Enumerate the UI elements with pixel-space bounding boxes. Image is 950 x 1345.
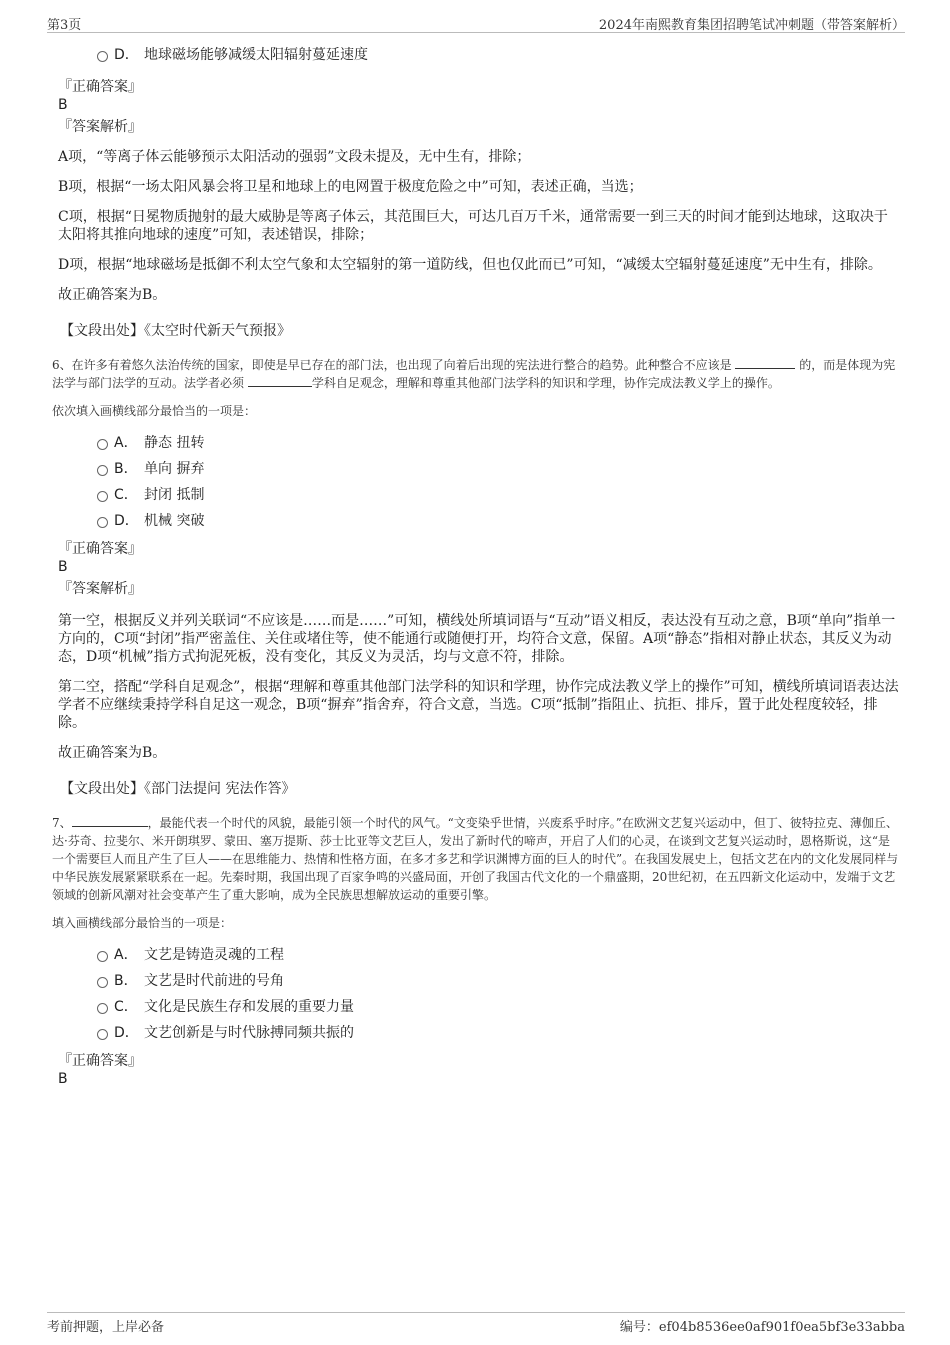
q6-stem: 6、在许多有着悠久法治传统的国家，即使是早已存在的部门法，也出现了向着后出现的宪法进行整合的趋势。此种整合不应该是 的，而是体现为宪法学与部门法学的互动。法学者必须 学科自足观念，理解和尊重其他部门法学科的知识和学理，协作完成法教义学上的操作。 <box>52 358 896 390</box>
q5-source: 【文段出处】《太空时代新天气预报》 <box>60 323 291 339</box>
q6-analysis-1: 第一空，根据反义并列关联词“不应该是……而是……”可知，横线处所填词语与“互动”语义相反，表达没有互动之意，B项“单向”指单一方向的，C项“封闭”指严密盖住、关住或堵住等，使不能通行或随便打开，均符合文意，保留。A项“静态”指相对静止状态，其反义为动态，D项“机械”指方式拘泥死板，没有变化，其反义为灵活，均与文意不符，排除。 <box>58 613 896 665</box>
q5-conclusion: 故正确答案为B。 <box>58 287 167 303</box>
q7-prompt: 填入画横线部分最恰当的一项是： <box>52 916 233 930</box>
answer-label: 『正确答案』 <box>58 1053 142 1069</box>
radio-icon[interactable] <box>97 517 108 528</box>
q6-analysis-2: 第二空，搭配“学科自足观念”，根据“理解和尊重其他部门法学科的知识和学理，协作完成法教义学上的操作”可知，横线所填词语表达法学者不应继续秉持学科自足这一观念，B项“摒弃”指舍弃，符合文意，当选。C项“抵制”指阻止、抗拒、排斥，置于此处程度较轻，排除。 <box>58 679 899 731</box>
q7-option-b[interactable]: B． 文艺是时代前进的号角 <box>56 972 900 998</box>
radio-icon[interactable] <box>97 977 108 988</box>
q7-option-c[interactable]: C． 文化是民族生存和发展的重要力量 <box>56 998 900 1024</box>
q6-option-b[interactable]: B． 单向 摒弃 <box>56 460 900 486</box>
q5-analysis-a: A项，“等离子体云能够预示太阳活动的强弱”文段未提及，无中生有，排除； <box>58 149 531 165</box>
q7-options <box>56 946 900 1050</box>
q6-conclusion: 故正确答案为B。 <box>58 745 167 761</box>
q5-analysis-c: C项，根据“日冕物质抛射的最大威胁是等离子体云，其范围巨大，可达几百万千米，通常需要一到三天的时间才能到达地球，这取决于太阳将其推向地球的速度”可知，表述错误，排除； <box>58 209 888 243</box>
q6-blank-2 <box>248 374 312 387</box>
radio-icon[interactable] <box>97 1003 108 1014</box>
q5-analysis-d: D项，根据“地球磁场是抵御不利太空气象和太空辐射的第一道防线，但也仅此而已”可知，“减缓太空辐射蔓延速度”无中生有，排除。 <box>58 257 882 273</box>
q5-analysis-b: B项，根据“一场太阳风暴会将卫星和地球上的电网置于极度危险之中”可知，表述正确，当选； <box>58 179 643 195</box>
analysis-label: 『答案解析』 <box>58 119 142 135</box>
q7-blank <box>72 814 148 827</box>
q6-option-a[interactable]: A． 静态 扭转 <box>56 434 900 460</box>
radio-icon[interactable] <box>97 439 108 450</box>
page-content <box>52 44 900 1092</box>
q6-answer: B <box>58 559 68 575</box>
document-code: 编号：ef04b8536ee0af901f0ea5bf3e33abba <box>619 1320 905 1335</box>
page-footer <box>47 1312 905 1337</box>
analysis-label: 『答案解析』 <box>58 581 142 597</box>
answer-label: 『正确答案』 <box>58 541 142 557</box>
q5-answer: B <box>58 97 68 113</box>
page-number: 第3页 <box>47 18 82 33</box>
q6-prompt: 依次填入画横线部分最恰当的一项是： <box>52 404 257 418</box>
page-header <box>47 12 905 33</box>
q6-source: 【文段出处】《部门法提问 宪法作答》 <box>60 781 296 797</box>
radio-icon[interactable] <box>97 491 108 502</box>
q6-option-c[interactable]: C． 封闭 抵制 <box>56 486 900 512</box>
q6-options <box>56 434 900 538</box>
document-title: 2024年南熙教育集团招聘笔试冲刺题（带答案解析） <box>598 18 905 33</box>
q5-option-d[interactable]: D． 地球磁场能够减缓太阳辐射蔓延速度 <box>56 46 900 72</box>
q7-stem: 7、 ，最能代表一个时代的风貌，最能引领一个时代的风气。“文变染乎世情，兴废系乎时序。”在欧洲文艺复兴运动中，但丁、彼特拉克、薄伽丘、达·芬奇、拉斐尔、米开朗琪罗、蒙田、塞万提斯、莎士比亚等文艺巨人，发出了新时代的啼声，开启了人们的心灵，在谈到文艺复兴运动时，恩格斯说，这“是一个需要巨人而且产生了巨人——在思维能力、热情和性格方面，在多才多艺和学识渊博方面的巨人的时代”。在我国发展史上，包括文艺在内的文化发展同样与中华民族发展紧紧联系在一起。先秦时期，我国出现了百家争鸣的兴盛局面，开创了我国古代文化的一个鼎盛期，20世纪初，在五四新文化运动中，发端于文艺领域的创新风潮对社会变革产生了重大影响，成为全民族思想解放运动的重要引擎。 <box>52 816 899 902</box>
radio-icon[interactable] <box>97 1029 108 1040</box>
q7-option-a[interactable]: A． 文艺是铸造灵魂的工程 <box>56 946 900 972</box>
q6-blank-1 <box>735 356 795 369</box>
q6-option-d[interactable]: D． 机械 突破 <box>56 512 900 538</box>
q7-option-d[interactable]: D． 文艺创新是与时代脉搏同频共振的 <box>56 1024 900 1050</box>
footer-slogan: 考前押题，上岸必备 <box>47 1320 165 1335</box>
q7-answer: B <box>58 1071 68 1087</box>
radio-icon[interactable] <box>97 51 108 62</box>
radio-icon[interactable] <box>97 465 108 476</box>
answer-label: 『正确答案』 <box>58 79 142 95</box>
radio-icon[interactable] <box>97 951 108 962</box>
